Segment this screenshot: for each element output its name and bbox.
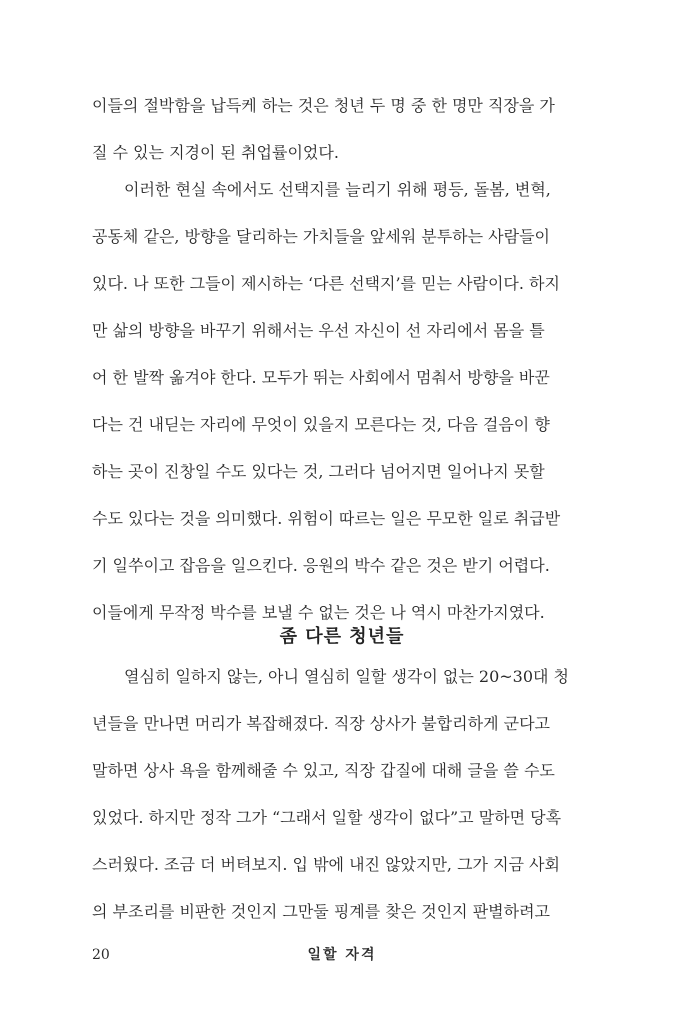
text-line: 하는 곳이 진창일 수도 있다는 것, 그러다 넘어지면 일어나지 못할 (92, 462, 545, 481)
running-title: 일할 자격 (307, 947, 377, 963)
text-line: 이러한 현실 속에서도 선택지를 늘리기 위해 평등, 돌봄, 변혁, (124, 180, 551, 199)
text-line: 이들의 절박함을 납득케 하는 것은 청년 두 명 중 한 명만 직장을 가 (92, 96, 555, 115)
text-line: 있다. 나 또한 그들이 제시하는 ‘다른 선택지’를 믿는 사람이다. 하지 (92, 274, 560, 293)
text-line: 다는 건 내딛는 자리에 무엇이 있을지 모른다는 것, 다음 걸음이 향 (92, 415, 550, 434)
page-number: 20 (92, 947, 110, 963)
text-line: 기 일쑤이고 잡음을 일으킨다. 응원의 박수 같은 것은 받기 어렵다. (92, 556, 550, 575)
text-line: 만 삶의 방향을 바꾸기 위해서는 우선 자신이 선 자리에서 몸을 틀 (92, 321, 545, 340)
paragraph-3 (92, 653, 592, 935)
text-line: 어 한 발짝 옮겨야 한다. 모두가 뛰는 사회에서 멈춰서 방향을 바꾼 (92, 368, 550, 387)
text-line: 공동체 같은, 방향을 달리하는 가치들을 앞세워 분투하는 사람들이 (92, 227, 551, 246)
section-heading: 좀 다른 청년들 (279, 626, 405, 647)
text-line: 말하면 상사 욕을 함께해줄 수 있고, 직장 갑질에 대해 글을 쓸 수도 (92, 761, 555, 780)
text-line: 의 부조리를 비판한 것인지 그만둘 핑계를 찾은 것인지 판별하려고 (92, 902, 551, 921)
page-footer (92, 943, 592, 967)
text-line: 수도 있다는 것을 의미했다. 위험이 따르는 일은 무모한 일로 취급받 (92, 509, 561, 528)
text-line: 열심히 일하지 않는, 아니 열심히 일할 생각이 없는 20~30대 청 (124, 667, 570, 686)
paragraph-2 (92, 166, 592, 636)
text-line: 질 수 있는 지경이 된 취업률이었다. (92, 143, 339, 162)
text-line: 년들을 만나면 머리가 복잡해졌다. 직장 상사가 불합리하게 군다고 (92, 714, 551, 733)
paragraph-1 (92, 82, 592, 176)
text-line: 이들에게 무작정 박수를 보낼 수 없는 것은 나 역시 마찬가지였다. (92, 603, 545, 622)
text-line: 스러웠다. 조금 더 버텨보지. 입 밖에 내진 않았지만, 그가 지금 사회 (92, 855, 560, 874)
text-line: 있었다. 하지만 정작 그가 “그래서 일할 생각이 없다”고 말하면 당혹 (92, 808, 562, 827)
